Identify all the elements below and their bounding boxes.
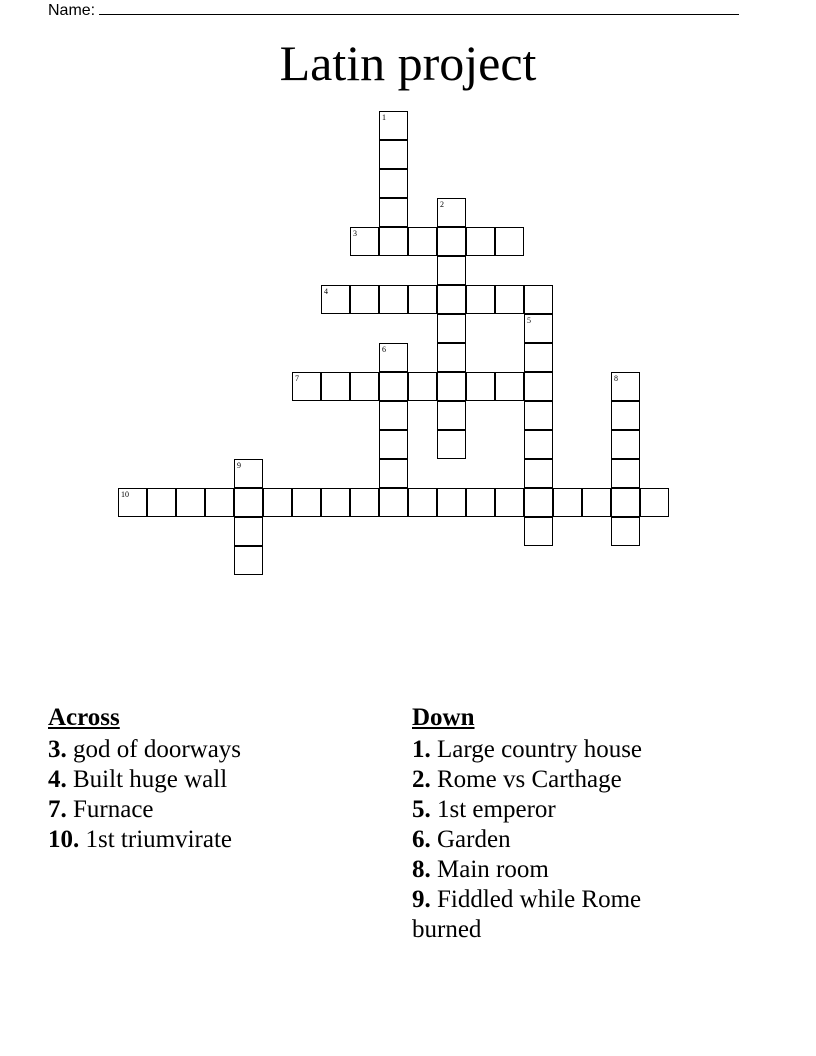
crossword-cell[interactable] — [437, 285, 466, 314]
crossword-cell[interactable] — [611, 488, 640, 517]
crossword-cell[interactable] — [611, 430, 640, 459]
crossword-cell[interactable] — [437, 372, 466, 401]
crossword-cell[interactable] — [437, 343, 466, 372]
crossword-cell[interactable] — [408, 285, 437, 314]
crossword-cell[interactable] — [350, 285, 379, 314]
clue-number: 4 — [324, 287, 328, 296]
crossword-cell[interactable] — [437, 256, 466, 285]
crossword-cell[interactable] — [524, 430, 553, 459]
crossword-cell[interactable] — [205, 488, 234, 517]
clue-number: 10 — [121, 490, 129, 499]
across-clue: 10. 1st triumvirate — [48, 826, 232, 853]
crossword-cell[interactable] — [524, 401, 553, 430]
crossword-cell[interactable] — [524, 343, 553, 372]
crossword-cell[interactable] — [292, 488, 321, 517]
crossword-cell[interactable] — [495, 227, 524, 256]
crossword-cell[interactable] — [408, 227, 437, 256]
crossword-cell[interactable] — [379, 198, 408, 227]
crossword-cell[interactable] — [611, 517, 640, 546]
crossword-cell[interactable] — [379, 488, 408, 517]
across-clue: 4. Built huge wall — [48, 766, 228, 793]
down-clue: 1. Large country house — [412, 736, 643, 763]
crossword-cell[interactable] — [640, 488, 669, 517]
crossword-cell[interactable] — [379, 111, 408, 140]
crossword-cell[interactable] — [379, 430, 408, 459]
down-clues — [412, 703, 702, 945]
crossword-cell[interactable] — [495, 372, 524, 401]
crossword-cell[interactable] — [350, 227, 379, 256]
crossword-cell[interactable] — [611, 401, 640, 430]
crossword-cell[interactable] — [234, 459, 263, 488]
crossword-cell[interactable] — [466, 227, 495, 256]
across-clue: 3. god of doorways — [48, 736, 242, 763]
clue-number: 5 — [527, 316, 531, 325]
clue-number: 6 — [382, 345, 386, 354]
crossword-cell[interactable] — [379, 401, 408, 430]
crossword-cell[interactable] — [147, 488, 176, 517]
crossword-cell[interactable] — [379, 169, 408, 198]
crossword-cell[interactable] — [379, 285, 408, 314]
crossword-cell[interactable] — [553, 488, 582, 517]
crossword-cell[interactable] — [321, 372, 350, 401]
crossword-cell[interactable] — [437, 198, 466, 227]
down-clue: 5. 1st emperor — [412, 796, 556, 823]
crossword-cell[interactable] — [118, 488, 147, 517]
crossword-cell[interactable] — [524, 517, 553, 546]
crossword-cell[interactable] — [524, 488, 553, 517]
crossword-cell[interactable] — [437, 430, 466, 459]
crossword-cell[interactable] — [321, 488, 350, 517]
crossword-cell[interactable] — [263, 488, 292, 517]
crossword-cell[interactable] — [466, 488, 495, 517]
across-clues — [48, 703, 378, 855]
clue-number: 9 — [237, 461, 241, 470]
crossword-cell[interactable] — [524, 314, 553, 343]
crossword-cell[interactable] — [379, 459, 408, 488]
crossword-cell[interactable] — [408, 372, 437, 401]
down-clue: 9. Fiddled while Rome burned — [412, 886, 642, 943]
crossword-cell[interactable] — [437, 401, 466, 430]
crossword-cell[interactable] — [379, 343, 408, 372]
crossword-cell[interactable] — [234, 546, 263, 575]
down-clue: 8. Main room — [412, 856, 549, 883]
crossword-cell[interactable] — [379, 372, 408, 401]
crossword-cell[interactable] — [292, 372, 321, 401]
across-clue: 7. Furnace — [48, 796, 154, 823]
down-heading: Down — [412, 704, 475, 731]
crossword-cell[interactable] — [379, 227, 408, 256]
crossword-cell[interactable] — [176, 488, 205, 517]
clue-number: 2 — [440, 200, 444, 209]
name-label: Name: — [48, 2, 96, 19]
crossword-cell[interactable] — [408, 488, 437, 517]
page-title: Latin project — [279, 35, 537, 91]
crossword-cell[interactable] — [321, 285, 350, 314]
clue-number: 1 — [382, 113, 386, 122]
crossword-cell[interactable] — [611, 372, 640, 401]
crossword-cell[interactable] — [495, 285, 524, 314]
down-clue: 2. Rome vs Carthage — [412, 766, 622, 793]
crossword-cell[interactable] — [234, 488, 263, 517]
crossword-cell[interactable] — [611, 459, 640, 488]
across-heading: Across — [48, 704, 120, 731]
clue-number: 3 — [353, 229, 357, 238]
crossword-cell[interactable] — [437, 314, 466, 343]
crossword-cell[interactable] — [234, 517, 263, 546]
crossword-cell[interactable] — [466, 372, 495, 401]
clue-number: 8 — [614, 374, 618, 383]
crossword-cell[interactable] — [524, 285, 553, 314]
crossword-cell[interactable] — [466, 285, 495, 314]
crossword-cell[interactable] — [582, 488, 611, 517]
crossword-cell[interactable] — [495, 488, 524, 517]
crossword-cell[interactable] — [350, 488, 379, 517]
crossword-cell[interactable] — [524, 459, 553, 488]
crossword-cell[interactable] — [524, 372, 553, 401]
crossword-cell[interactable] — [437, 227, 466, 256]
down-clue: 6. Garden — [412, 826, 511, 853]
crossword-cell[interactable] — [437, 488, 466, 517]
clue-number: 7 — [295, 374, 299, 383]
crossword-cell[interactable] — [350, 372, 379, 401]
crossword-cell[interactable] — [379, 140, 408, 169]
